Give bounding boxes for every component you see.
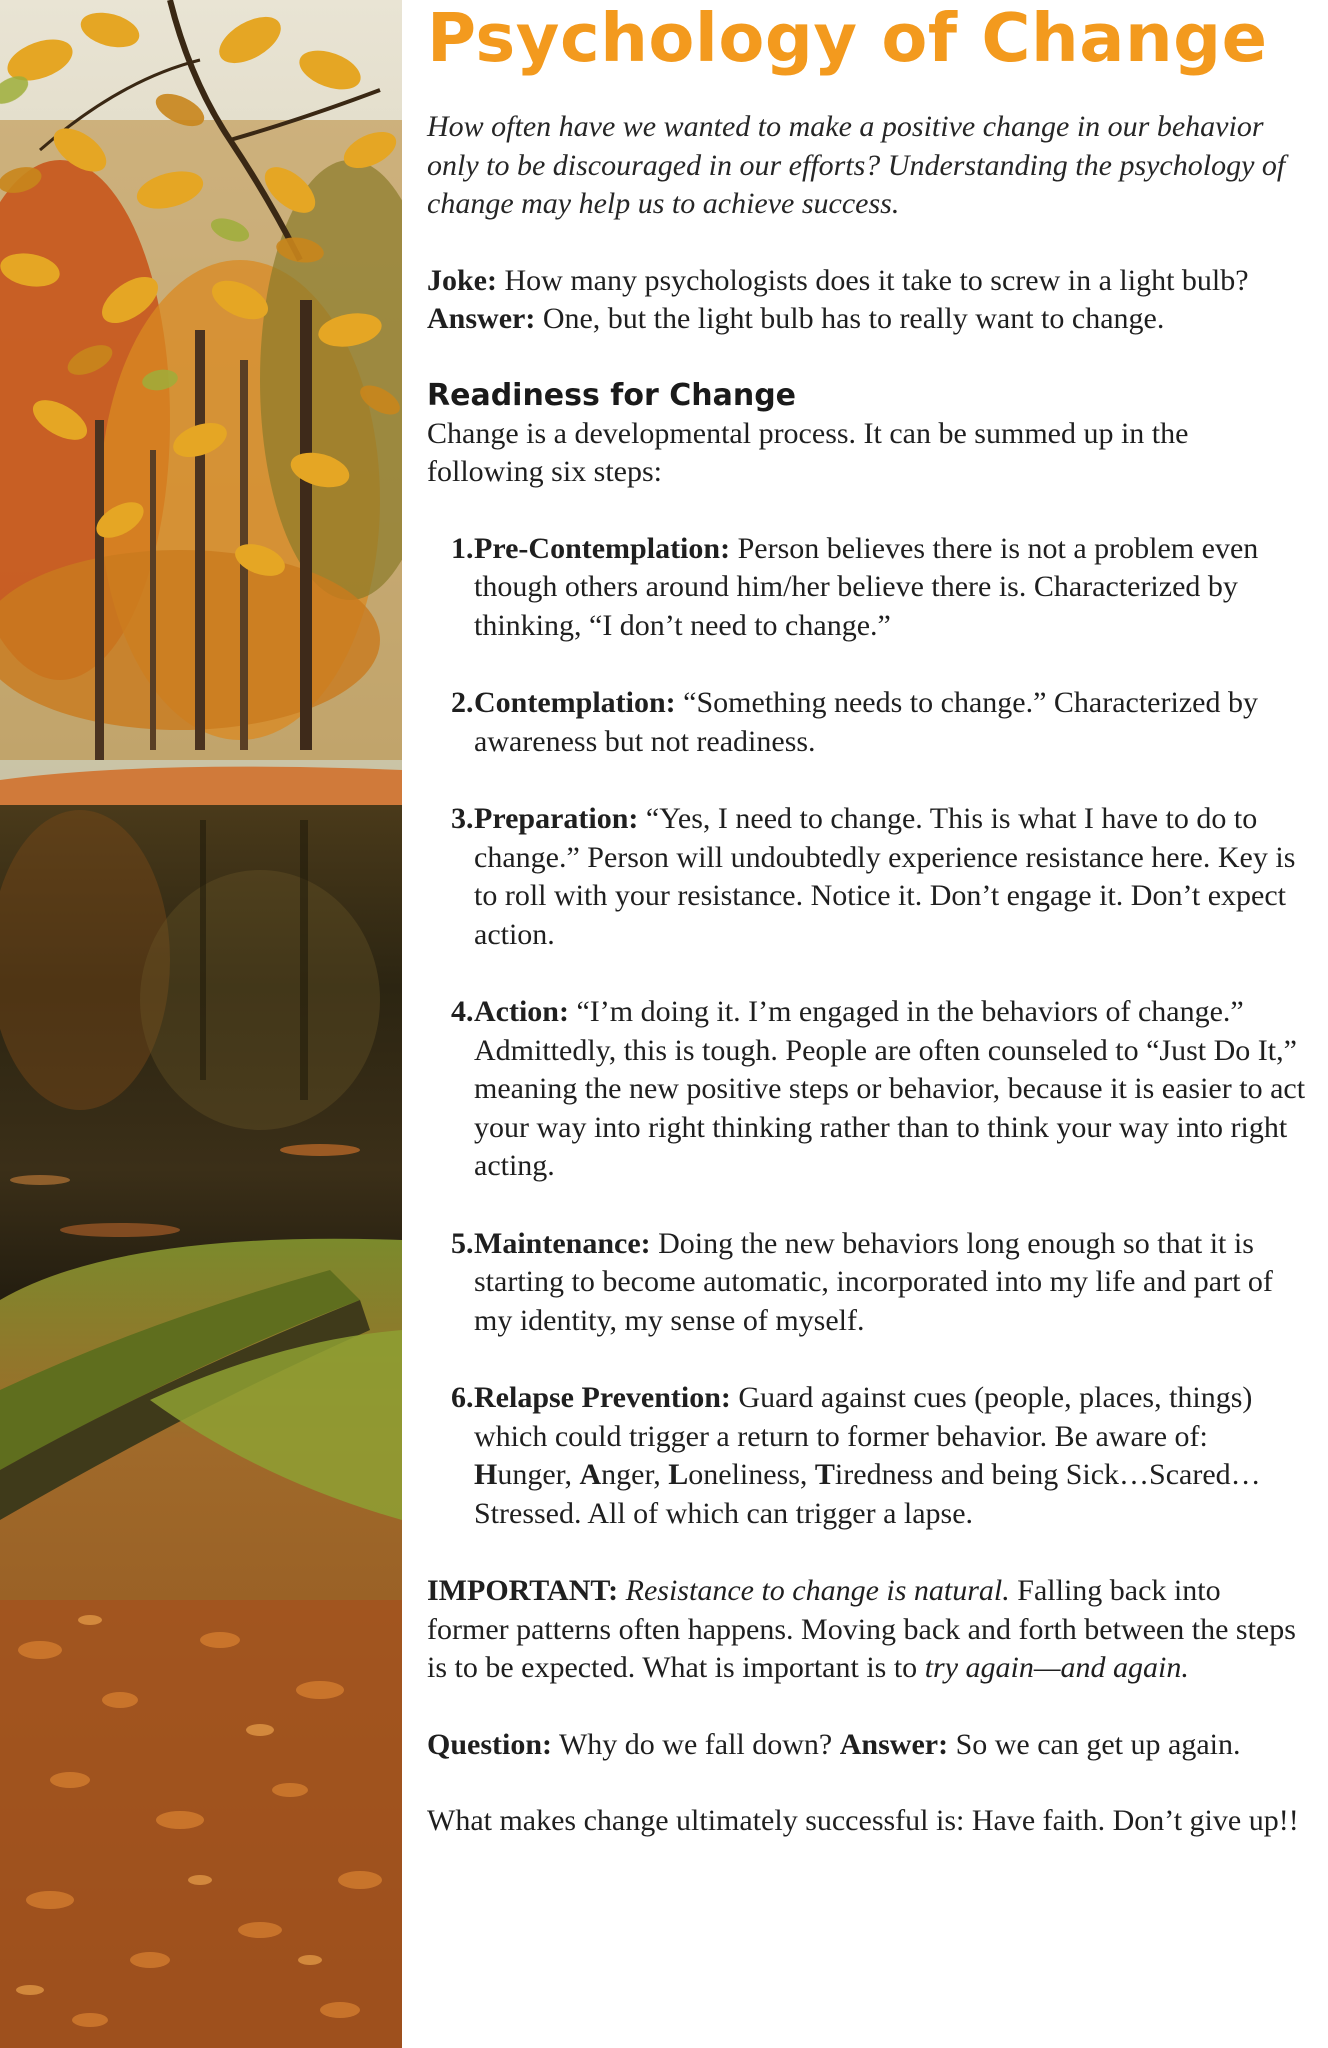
step-number: 6. xyxy=(451,1381,474,1414)
step-number: 1. xyxy=(451,531,474,565)
readiness-text: Change is a developmental process. It can be summed up in the following six steps: xyxy=(427,416,1189,488)
steps-list xyxy=(427,530,1307,1534)
joke-text: How many psychologists does it take to screw in a light bulb? xyxy=(504,263,1249,297)
step-title: Action: xyxy=(474,995,569,1028)
halt-t: T xyxy=(814,1458,835,1491)
intro-paragraph: How often have we wanted to make a positive change in our behavior only to be discouraged in our efforts? Understanding the psychology of change may help us to achieve success. xyxy=(427,110,1286,220)
readiness-heading: Readiness for Change xyxy=(427,377,797,413)
important-text: Falling back into former patterns often happens. Moving back and forth between the steps is to be expected. What is important is to xyxy=(427,1574,1296,1684)
step-item xyxy=(427,1225,1307,1341)
question-paragraph xyxy=(427,1726,1307,1765)
joke-label: Joke: xyxy=(427,263,497,297)
question-answer-text: So we can get up again. xyxy=(955,1727,1241,1761)
halt-a-rest: nger, xyxy=(601,1458,669,1491)
step-title: Contemplation: xyxy=(474,686,676,719)
step-item xyxy=(427,1379,1307,1533)
important-italic-end: try again—and again. xyxy=(924,1651,1189,1684)
joke-answer-label: Answer: xyxy=(427,302,536,335)
important-italic: Resistance to change is natural. xyxy=(625,1574,1010,1607)
joke-paragraph xyxy=(427,262,1307,301)
step-number: 2. xyxy=(451,686,474,719)
step-text: “Something needs to change.” Characterized by awareness but not readiness. xyxy=(474,686,1258,758)
joke-answer-text: One, but the light bulb has to really want to change. xyxy=(542,302,1165,335)
halt-a: A xyxy=(579,1458,602,1491)
step-item xyxy=(427,993,1307,1186)
question-label: Question: xyxy=(427,1727,553,1761)
step-text: Doing the new behaviors long enough so that it is starting to become automatic, incorporated into my life and part of my identity, my sense of myself. xyxy=(474,1226,1273,1337)
step-number: 4. xyxy=(451,995,474,1028)
step-title: Maintenance: xyxy=(474,1226,651,1260)
article xyxy=(427,0,1307,1841)
halt-h: H xyxy=(474,1458,498,1491)
step-number: 3. xyxy=(451,802,474,835)
step-text: “I’m doing it. I’m engaged in the behaviors of change.” Admittedly, this is tough. People are often counseled to “Just Do It,” meaning the new positive steps or behavior, because it is easier to act your way into right thinking rather than to think your way into right acting. xyxy=(474,995,1306,1182)
joke-answer-paragraph xyxy=(427,300,1307,339)
step-title: Preparation: xyxy=(474,802,639,835)
halt-l: L xyxy=(668,1458,689,1491)
important-paragraph xyxy=(427,1572,1307,1688)
step-text: Person believes there is not a problem even though others around him/her believe there is. Characterized by thinking, “I don’t need to change.” xyxy=(474,531,1259,642)
question-text: Why do we fall down? xyxy=(558,1727,833,1761)
closing-paragraph: What makes change ultimately successful is: Have faith. Don’t give up!! xyxy=(427,1804,1299,1837)
important-label: IMPORTANT: xyxy=(427,1574,619,1607)
page-title: Psychology of Change xyxy=(427,0,1268,77)
step-text: “Yes, I need to change. This is what I have to do to change.” Person will undoubtedly experience resistance here. Key is to roll with your resistance. Notice it. Don’t engage it. Don’t expect action. xyxy=(474,802,1296,951)
halt-t-rest: iredness and being Sick…Scared…Stressed. All of which can trigger a lapse. xyxy=(474,1458,1261,1530)
step-title: Relapse Prevention: xyxy=(474,1381,731,1414)
step-item xyxy=(427,530,1307,646)
halt-h-rest: unger, xyxy=(497,1458,580,1491)
halt-l-rest: oneliness, xyxy=(688,1458,808,1491)
step-item xyxy=(427,684,1307,761)
step-number: 5. xyxy=(451,1226,474,1260)
autumn-pond-photo xyxy=(0,0,402,2048)
question-answer-label: Answer: xyxy=(839,1727,949,1761)
step-item xyxy=(427,800,1307,954)
step-title: Pre-Contemplation: xyxy=(474,531,731,565)
step-text: Guard against cues (people, places, things) which could trigger a return to former behavior. Be aware of: xyxy=(474,1381,1253,1453)
